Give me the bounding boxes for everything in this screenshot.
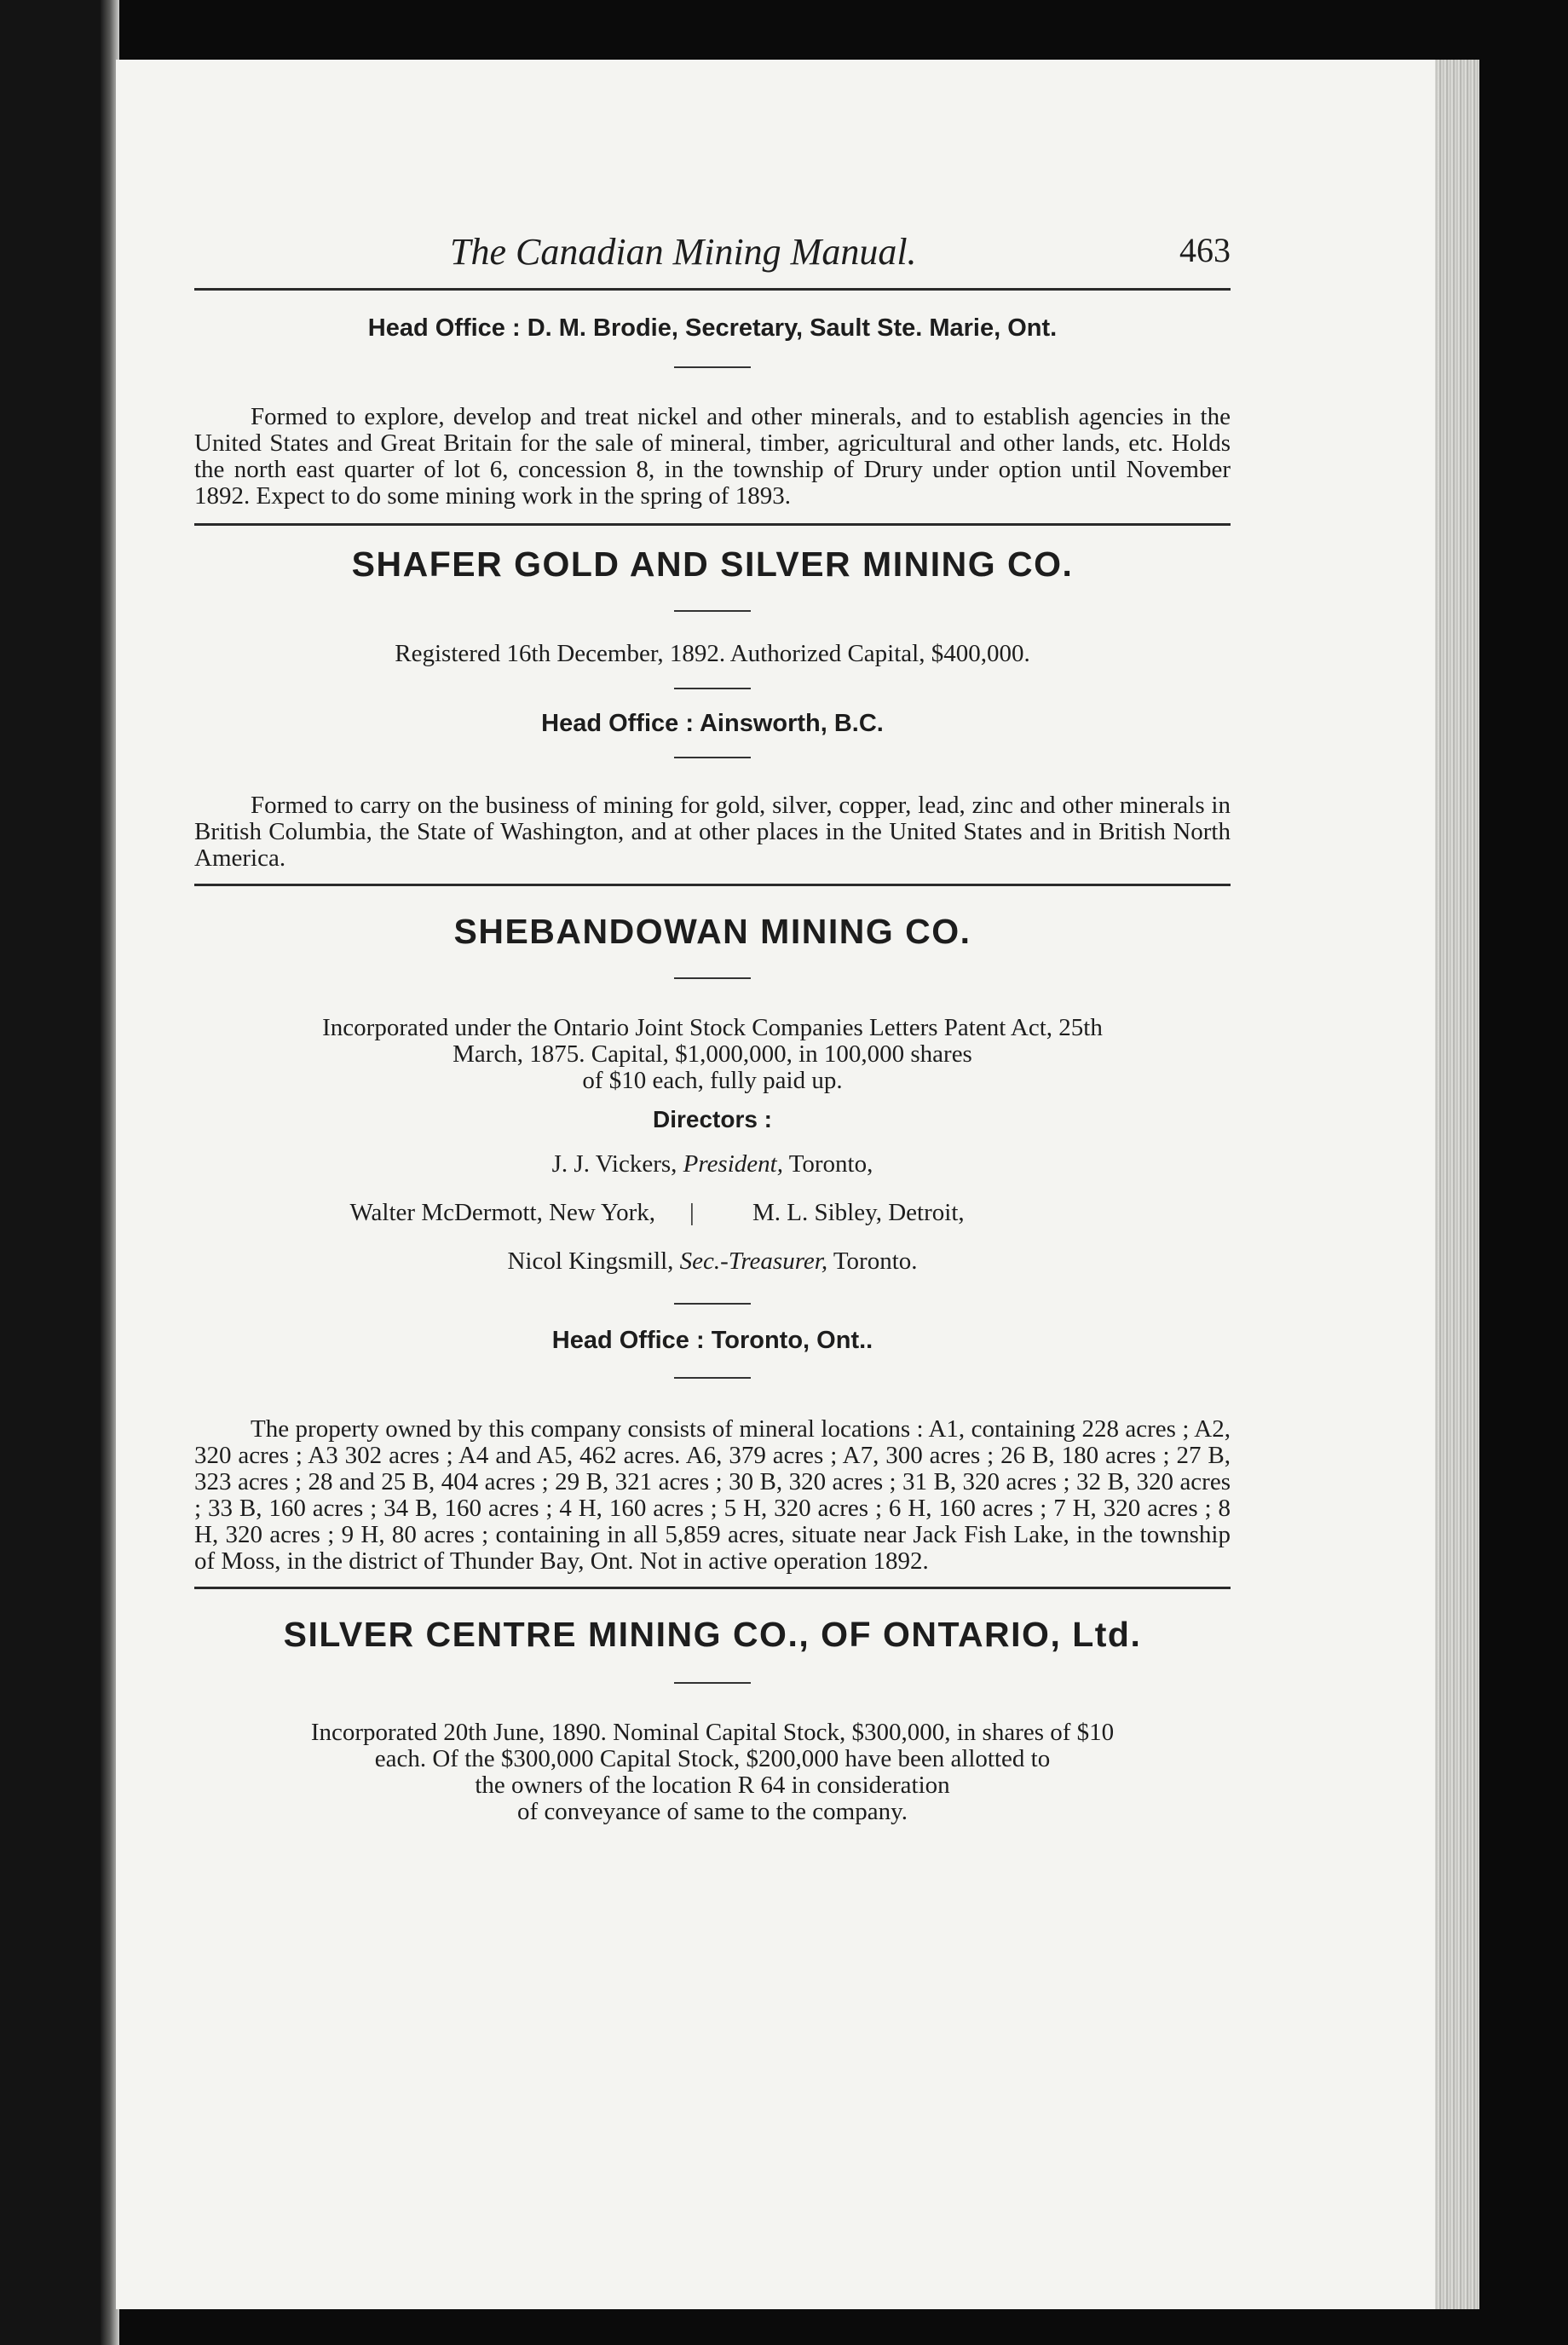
directors-two-column: [194, 1199, 1231, 1227]
director-place: Toronto,: [788, 1150, 873, 1178]
silver-centre-incorporated-3: the owners of the location R 64 in consideration: [475, 1772, 950, 1799]
silver-centre-incorporated-1: Incorporated 20th June, 1890. Nominal Capital Stock, $300,000, in shares of $10: [310, 1719, 1115, 1746]
dash-divider: [674, 1377, 751, 1379]
shebandowan-title: SHEBANDOWAN MINING CO.: [453, 912, 971, 951]
dash-divider: [674, 1682, 751, 1684]
running-header: [194, 230, 1231, 281]
column-separator: |: [689, 1199, 695, 1226]
dash-divider: [674, 977, 751, 979]
shafer-title: SHAFER GOLD AND SILVER MINING CO.: [351, 544, 1074, 584]
shafer-registered: Registered 16th December, 1892. Authorized Capital, $400,000.: [395, 640, 1030, 667]
director-sibley: M. L. Sibley, Detroit,: [752, 1199, 965, 1226]
dash-divider: [674, 757, 751, 758]
director-name: Nicol Kingsmill,: [507, 1247, 674, 1275]
director-name: J. J. Vickers,: [551, 1150, 677, 1178]
section-rule: [194, 1587, 1231, 1589]
shebandowan-head-office: Head Office : Toronto, Ont..: [551, 1327, 873, 1354]
shebandowan-incorporated-1: Incorporated under the Ontario Joint Stock Companies Letters Patent Act, 25th: [322, 1014, 1103, 1041]
shafer-head-office: Head Office : Ainsworth, B.C.: [541, 710, 884, 737]
shebandowan-incorporated-3: of $10 each, fully paid up.: [582, 1067, 843, 1094]
head-office-brodie: Head Office : D. M. Brodie, Secretary, Sault Ste. Marie, Ont.: [367, 314, 1058, 342]
shafer-description: Formed to carry on the business of mining for gold, silver, copper, lead, zinc and other minerals in British Columbia, the State of Washington, and at other places in the United States and in British North America.: [194, 792, 1231, 872]
director-place: Toronto.: [833, 1247, 918, 1275]
silver-centre-incorporated-2: each. Of the $300,000 Capital Stock, $200,000 have been allotted to: [374, 1745, 1051, 1772]
running-title: The Canadian Mining Manual.: [450, 231, 917, 273]
directors-heading: Directors :: [652, 1106, 773, 1132]
facing-page-edge: [0, 0, 104, 2345]
director-kingsmill: [194, 1247, 1231, 1276]
silver-centre-title: SILVER CENTRE MINING CO., OF ONTARIO, Ltd.: [283, 1615, 1142, 1654]
page-content: [194, 230, 1231, 1825]
director-role: President,: [683, 1150, 783, 1178]
page-number: 463: [1179, 231, 1231, 269]
shebandowan-incorporated-2: March, 1875. Capital, $1,000,000, in 100,000 shares: [453, 1040, 972, 1068]
dash-divider: [674, 1303, 751, 1305]
director-role: Sec.-Treasurer,: [679, 1247, 828, 1275]
director-mcdermott: Walter McDermott, New York,: [349, 1199, 655, 1226]
section-rule: [194, 523, 1231, 526]
dash-divider: [674, 688, 751, 689]
page-stack-edges: [1435, 60, 1479, 2309]
nickel-company-description: Formed to explore, develop and treat nickel and other minerals, and to establish agencies in the United States and Great Britain for the sale of mineral, timber, agricultural and other lands, etc. Holds the north east quarter of lot 6, concession 8, in the township of Drury under option until November 1892. Expect to do some mining work in the spring of 1893.: [194, 403, 1231, 510]
dash-divider: [674, 610, 751, 612]
section-rule: [194, 884, 1231, 886]
silver-centre-incorporated-4: of conveyance of same to the company.: [517, 1798, 908, 1825]
dash-divider: [674, 366, 751, 368]
header-rule: [194, 288, 1231, 291]
director-vickers: [194, 1150, 1231, 1178]
shebandowan-description: The property owned by this company consists of mineral locations : A1, containing 228 acres ; A2, 320 acres ; A3 302 acres ; A4 and A5, 462 acres. A6, 379 acres ; A7, 300 acres ; 26 B, 180 acres ; 27 B, 323 acres ; 28 and 25 B, 404 acres ; 29 B, 321 acres ; 30 B, 320 acres ; 31 B, 320 acres ; 32 B, 320 acres ; 33 B, 160 acres ; 34 B, 160 acres ; 4 H, 160 acres ; 5 H, 320 acres ; 6 H, 160 acres ; 7 H, 320 acres ; 8 H, 320 acres ; 9 H, 80 acres ; containing in all 5,859 acres, situate near Jack Fish Lake, in the township of Moss, in the district of Thunder Bay, Ont. Not in active operation 1892.: [194, 1415, 1231, 1575]
